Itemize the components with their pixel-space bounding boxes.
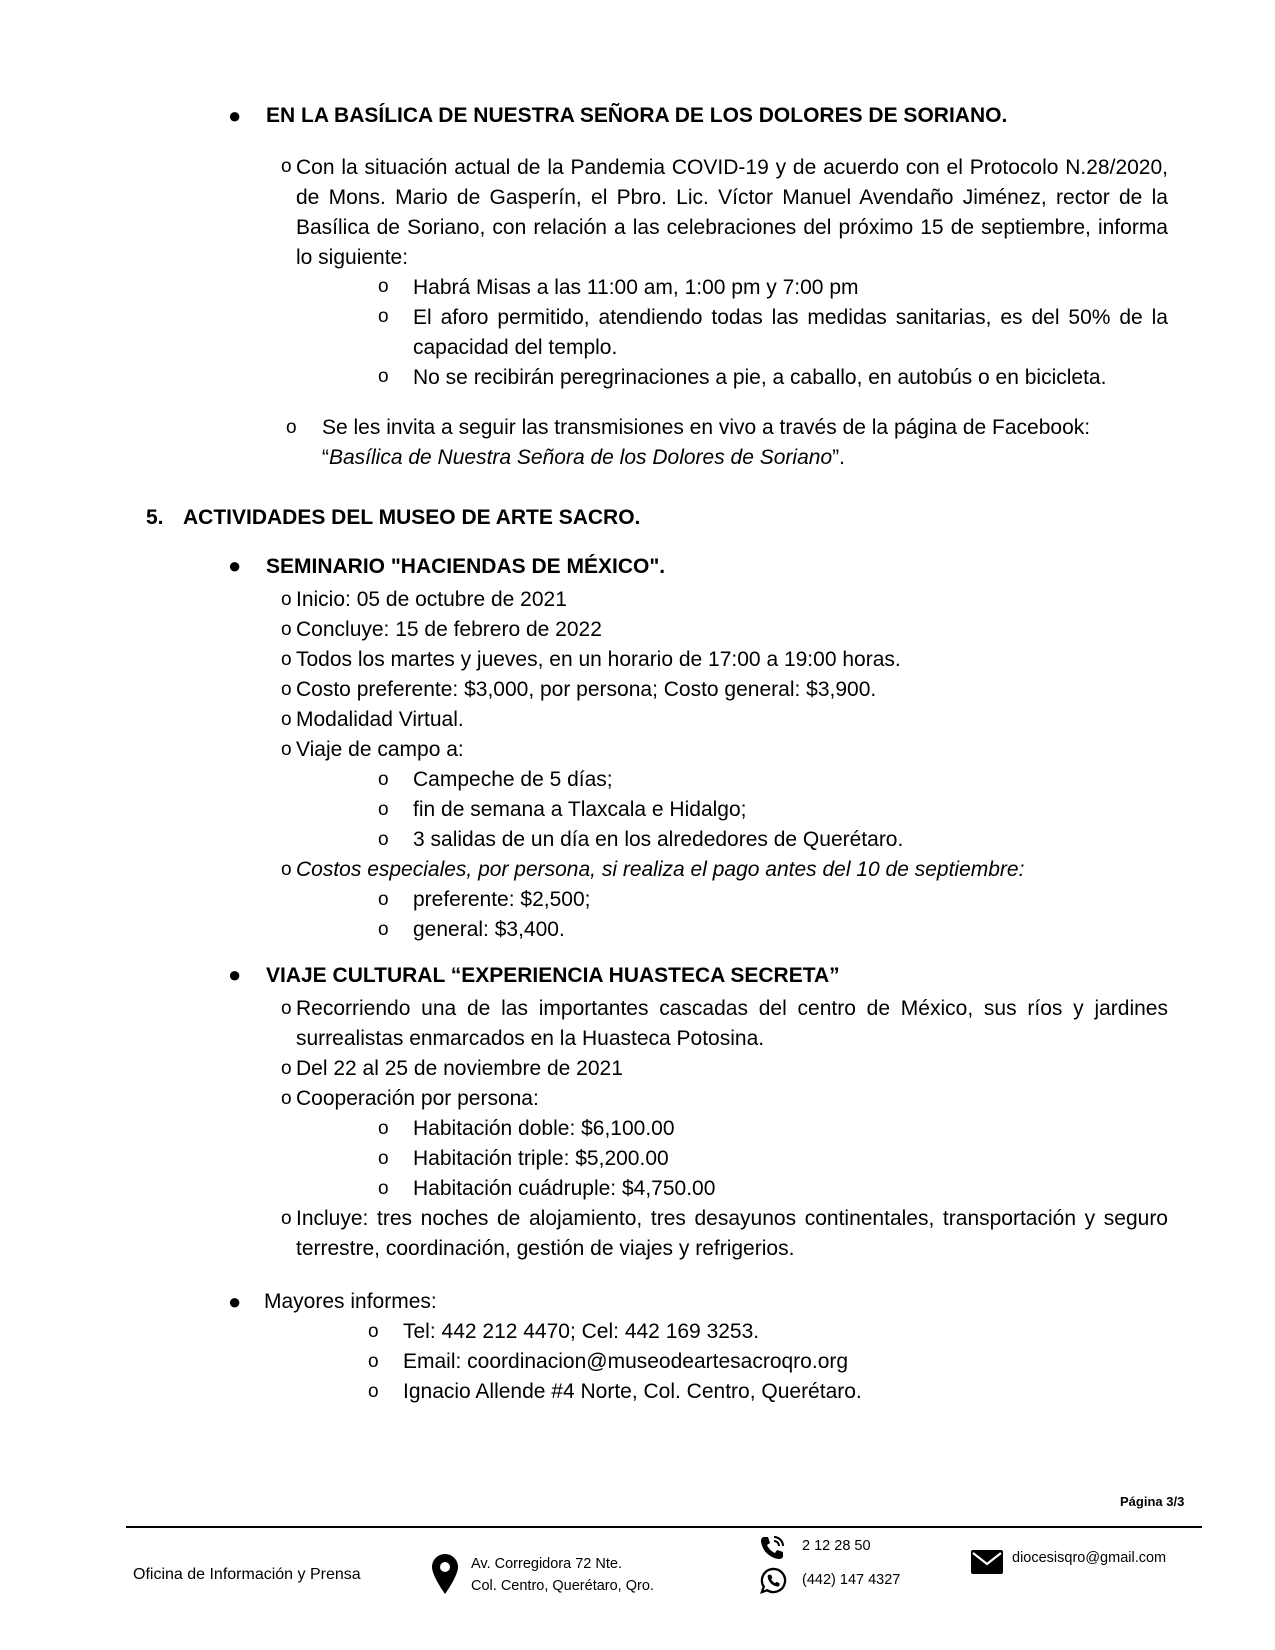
- bullet-o: o: [368, 1321, 379, 1342]
- bullet-o: o: [378, 276, 389, 297]
- bullet-o: o: [378, 799, 389, 820]
- facebook-page-name: Basílica de Nuestra Señora de los Dolores de Soriano: [329, 446, 833, 469]
- room-price: Habitación triple: $5,200.00: [413, 1147, 669, 1170]
- viaje-dates: Del 22 al 25 de noviembre de 2021: [296, 1057, 623, 1080]
- bullet-o: o: [368, 1351, 379, 1372]
- trip-item: fin de semana a Tlaxcala e Hidalgo;: [413, 798, 747, 821]
- bullet-o: o: [281, 156, 292, 177]
- basilica-invite: Se les invita a seguir las transmisiones en vivo a través de la página de Facebook:: [322, 416, 1091, 439]
- whatsapp-icon: [760, 1567, 787, 1594]
- bullet-o: o: [378, 306, 389, 327]
- footer-phone2: (442) 147 4327: [802, 1572, 901, 1588]
- location-pin-icon: [432, 1554, 458, 1594]
- basilica-paragraph-text: Con la situación actual de la Pandemia COVID-19 y de acuerdo con el Protocolo N.28/2020, de Mons. Mario de Gasperín, el Pbro. Lic. Víctor Manuel Avendaño Jiménez, rector de la Basílica de Soriano, con relación a las celebraciones del próximo 15 de septiembre, informa lo siguiente:: [296, 156, 1168, 269]
- special-item: general: $3,400.: [413, 918, 565, 941]
- room-price: Habitación cuádruple: $4,750.00: [413, 1177, 716, 1200]
- seminario-item: Viaje de campo a:: [296, 738, 464, 761]
- bullet-o: o: [281, 1058, 292, 1079]
- viaje-description: Recorriendo una de las importantes cascadas del centro de México, sus ríos y jardines surrealistas enmarcados en la Huasteca Potosina.: [296, 997, 1168, 1050]
- section-title: ACTIVIDADES DEL MUSEO DE ARTE SACRO.: [183, 506, 641, 529]
- basilica-paragraph: [296, 153, 1168, 273]
- seminario-item: Costo preferente: $3,000, por persona; Costo general: $3,900.: [296, 678, 877, 701]
- bullet-o: o: [378, 1118, 389, 1139]
- info-heading: Mayores informes:: [264, 1290, 437, 1313]
- footer-address-line2: Col. Centro, Querétaro, Qro.: [471, 1578, 654, 1594]
- footer-email: diocesisqro@gmail.com: [1012, 1550, 1167, 1566]
- bullet-o: o: [286, 417, 297, 438]
- bullet-o: o: [281, 739, 292, 760]
- footer-address-line1: Av. Corregidora 72 Nte.: [471, 1556, 622, 1572]
- bullet-o: o: [281, 619, 292, 640]
- special-costs: Costos especiales, por persona, si realiza el pago antes del 10 de septiembre:: [296, 858, 1025, 881]
- info-item: Tel: 442 212 4470; Cel: 442 169 3253.: [403, 1320, 760, 1343]
- bullet: ●: [228, 962, 242, 987]
- bullet-o: o: [281, 1208, 292, 1229]
- basilica-subitem: No se recibirán peregrinaciones a pie, a caballo, en autobús o en bicicleta.: [413, 366, 1107, 389]
- bullet-o: o: [281, 649, 292, 670]
- trip-item: Campeche de 5 días;: [413, 768, 613, 791]
- bullet-o: o: [378, 889, 389, 910]
- bullet-o: o: [378, 769, 389, 790]
- section-number: 5.: [146, 506, 164, 529]
- seminario-item: Concluye: 15 de febrero de 2022: [296, 618, 602, 641]
- footer-divider: [126, 1526, 1202, 1528]
- bullet-o: o: [378, 1148, 389, 1169]
- phone-icon: [758, 1534, 786, 1562]
- special-item: preferente: $2,500;: [413, 888, 591, 911]
- bullet-o: o: [368, 1381, 379, 1402]
- envelope-icon: [971, 1550, 1003, 1574]
- bullet: ●: [228, 553, 242, 578]
- seminario-heading: SEMINARIO "HACIENDAS DE MÉXICO".: [266, 555, 666, 578]
- footer-phone1: 2 12 28 50: [802, 1538, 871, 1554]
- bullet: ●: [228, 1289, 242, 1314]
- viaje-heading: VIAJE CULTURAL “EXPERIENCIA HUASTECA SECRETA”: [266, 964, 840, 987]
- basilica-invite-page: “Basílica de Nuestra Señora de los Dolores de Soriano”.: [322, 446, 845, 469]
- seminario-item: Modalidad Virtual.: [296, 708, 464, 731]
- info-item: Ignacio Allende #4 Norte, Col. Centro, Querétaro.: [403, 1380, 862, 1403]
- bullet-o: o: [281, 998, 292, 1019]
- bullet-o: o: [281, 859, 292, 880]
- bullet: ●: [228, 103, 242, 128]
- room-price: Habitación doble: $6,100.00: [413, 1117, 675, 1140]
- page-number: Página 3/3: [1120, 1494, 1185, 1509]
- viaje-cooperation: Cooperación por persona:: [296, 1087, 539, 1110]
- bullet-o: o: [281, 1088, 292, 1109]
- seminario-item: Todos los martes y jueves, en un horario de 17:00 a 19:00 horas.: [296, 648, 901, 671]
- bullet-o: o: [378, 919, 389, 940]
- footer-office: Oficina de Información y Prensa: [133, 1566, 361, 1583]
- bullet-o: o: [378, 366, 389, 387]
- bullet-o: o: [378, 829, 389, 850]
- trip-item: 3 salidas de un día en los alrededores de Querétaro.: [413, 828, 904, 851]
- basilica-heading: EN LA BASÍLICA DE NUESTRA SEÑORA DE LOS DOLORES DE SORIANO.: [266, 104, 1008, 127]
- basilica-subitem: El aforo permitido, atendiendo todas las medidas sanitarias, es del 50% de la capacidad del templo.: [413, 306, 1168, 359]
- info-item: Email: coordinacion@museodeartesacroqro.org: [403, 1350, 849, 1373]
- viaje-includes: Incluye: tres noches de alojamiento, tres desayunos continentales, transportación y seguro terrestre, coordinación, gestión de viajes y refrigerios.: [296, 1207, 1168, 1260]
- bullet-o: o: [281, 589, 292, 610]
- basilica-subitem: Habrá Misas a las 11:00 am, 1:00 pm y 7:00 pm: [413, 276, 859, 299]
- seminario-item: Inicio: 05 de octubre de 2021: [296, 588, 567, 611]
- bullet-o: o: [378, 1178, 389, 1199]
- bullet-o: o: [281, 709, 292, 730]
- bullet-o: o: [281, 679, 292, 700]
